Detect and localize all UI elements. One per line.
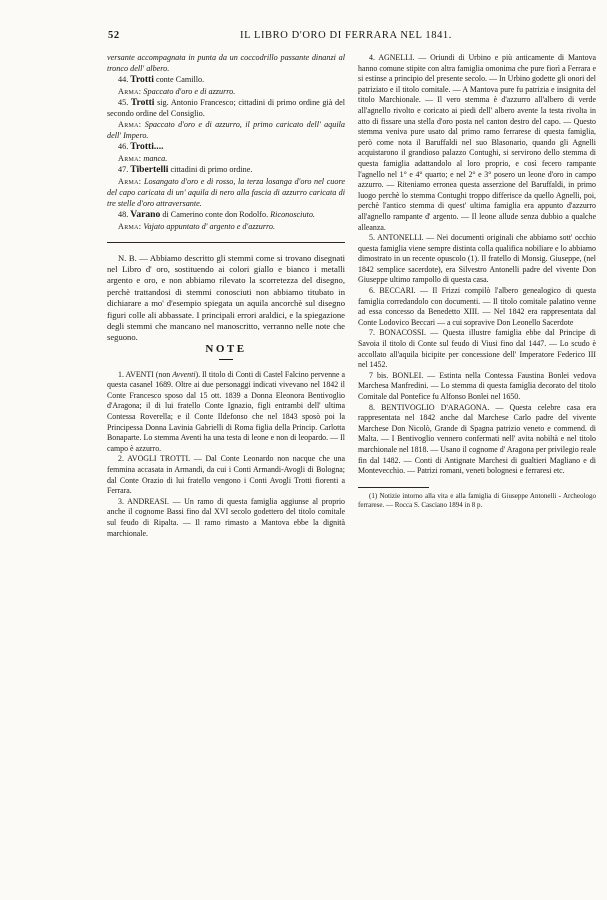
family-name: Tibertelli [130, 164, 169, 176]
note-6: 6. BECCARI. — Il Frizzi compilò l'albero genealogico di questa famiglia corredandolo con documenti. — Il titolo comitale palatino venne ad essa concesso da Benedetto XIII. — Nel 1842 era rappresentata dal Conte Lodovico Beccari — a cui sopravive Don Leonello Sacerdote [358, 286, 596, 327]
note-4: 4. AGNELLI. — Oriundi di Urbino e più anticamente di Mantova hanno comune stipite con altra famiglia omonima che pure fiorì a Ferrara e si estinse a principio del presente secolo. — In Urbino godette gli onori del patriziato e il titolo comitale. — A Mantova pure fu patrizia e insignita del titolo Marchionale. — Il vero stemma è d'azzurro all'albero di verde all'agnello rivolto e coricato ai piedi dell' albero avente la testa rivolta in atto di fissare una stella d'oro posta nel canton destro del capo. — Questo stemma veniva pure usato dal primo ramo ferrarese di questa famiglia, però come nota il Baruffaldi nel suo Blasonario, quando gli Agnelli acquistarono il grandioso palazzo Contughi, si servirono dello stemma di questa famiglia adattandolo al loro proprio, e così fecero rampante l'agnello nel 1° e 4° quarto; e nel 2° e 3° posero un leone d'oro in campo azzurro. — Riteniamo erronea questa asserzione del Baruffaldi, in primo luogo perchè lo stemma Contughi troppo differisce da quello Agnelli, poi, perchè l'antico stemma di quest' ultima famiglia era appunto d'azzurro all'agnello rampante d' argento. — Il leone allude senza dubbio a qualche alleanza. [358, 53, 596, 232]
arms-45: Arma: Spaccato d'oro e di azzurro, il primo caricato dell' aquila dell' Impero. [107, 120, 345, 141]
footnote-rule [358, 487, 429, 488]
right-column [358, 53, 596, 511]
note-3: 3. ANDREASI. — Un ramo di questa famiglia aggiunse al proprio anche il cognome Bassi fino dal XVI secolo godettero del titolo comitale sul feudo di Ripalta. — Il ramo rimasto a Mantova ebbe la dignità marchionale. [107, 496, 345, 538]
note-8: 8. BENTIVOGLIO D'ARAGONA. — Questa celebre casa era rappresentata nel 1842 anche dal Marchese Carlo padre del vivente Marchese Don Nicolò, Grande di Spagna patrizio veneto e commend. di Malta. — I Bentivoglio vennero confermati nell' avita nobiltà e nel titolo marchionale nel 1818. — Usano il cognome d' Aragona per privilegio reale fin dal 1482. — Conti di Antignate Marchesi di gualtieri Magliano e di Montevecchio. — Patrizi romani, veneti bolognesi e ferraresi etc. [358, 402, 596, 476]
entry-43-continuation: versante accompagnata in punta da un coccodrillo passante dinanzi al tronco dell' albero. [107, 53, 345, 73]
entry-46: 46. Trotti.... [118, 141, 164, 153]
family-name: Varano [130, 208, 161, 220]
note-2: 2. AVOGLI TROTTI. — Dal Conte Leonardo non nacque che una femmina accasata in Armandi, da cui i Conti Armandi-Avogli di Bologna; dal Conte Orazio di lui fratello vengono i Conti Avogli Trotti fiorenti a Ferrara. [107, 454, 345, 496]
running-title: IL LIBRO D'ORO DI FERRARA NEL 1841. [240, 30, 452, 41]
note-7: 7. BONACOSSI. — Questa illustre famiglia ebbe dal Principe di Savoia il titolo di Conte sul feudo di Viusi fino dal 1447. — Lo scudo è accollato all'aquila bicipite per concessione dell' Imperatore Federico III nel 1452. [358, 328, 596, 370]
note-1: 1. AVENTI (non Avventi). Il titolo di Conti di Castel Falcino pervenne a questa casanel 1689. Oltre ai due personaggi indicati vivevano nel 1842 il Conte Francesco sposo dal 15 ott. 1839 a Donna Eleonora Bentivoglio d'Aragona; il di lui fratello Conte Ignazio, figli entrambi dell' ultima Contessa Roverella; e il Conte Ildefonso che nel 1843 sposò poi la Principessa Donna Lavinia Gabrielli di Roma figlia della Princip. Carlotta Bonaparte. Lo stemma Aventi ha una testa di leone e non di leopardo. — Il campo è azzurro. [107, 369, 345, 453]
running-header [108, 30, 468, 46]
entry-45: 45. Trotti sig. Antonio Francesco; cittadini di primo ordine già del secondo ordine del Consiglio. [107, 96, 346, 118]
note-5: 5. ANTONELLI. — Nei documenti originali che abbiamo sott' occhio questa famiglia viene sempre distinta colla qualifica nobiliare e lo abbiamo dimostrato in un recente opuscolo (1). Il fratello di Monsig. Giuseppe, (nel 1842 semplice sacerdote), era Silvestro Antonelli padre del vivente Don Giuseppe ultimo rampollo di questa casa. [358, 233, 596, 285]
notes-left [107, 370, 345, 540]
arms-46: Arma: manca. [118, 154, 168, 164]
arms-48: Arma: Vajato appuntato d' argento e d'azzurro. [118, 221, 276, 231]
left-column [107, 53, 345, 539]
notes-heading: NOTE [205, 342, 247, 355]
family-name: Trotti.... [130, 141, 164, 153]
section-divider [107, 242, 345, 243]
arms-44: Arma: Spaccato d'oro e di azzurro. [118, 86, 236, 96]
entry-44: 44. Trotti conte Camillo. [118, 73, 205, 85]
footnote: (1) Notizie intorno alla vita e alla famiglia di Giuseppe Antonelli - Archeologo ferrarese. — Rocca S. Casciano 1894 in 8 p. [358, 491, 596, 510]
entry-47: 47. Tibertelli cittadini di primo ordine. [118, 164, 253, 176]
family-name: Trotti [130, 96, 155, 108]
page-number: 52 [108, 30, 120, 41]
note-7-bis: 7 bis. BONLEI. — Estinta nella Contessa Faustina Bonlei vedova Marchesa Manfredini. — Lo stemma di questa famiglia decorato del titolo Comitale dal Pontefice fu Alfonso Bonlei nel 1650. [358, 370, 596, 401]
arms-47: Arma: Losangato d'oro e di rosso, la terza losanga d'oro nel cuore del capo caricata di un' aquila di nero alla fascia di azzurro caricata di tre stelle d'oro attraversante. [107, 176, 346, 208]
nota-bene-paragraph: N. B. — Abbiamo descritto gli stemmi come si trovano disegnati nel Libro d' oro, sostituendo ai colori giallo e bianco i metalli argento e oro, e non abbiamo rilevato la scorretezza del disegno, perchè trattandosi di stemmi conosciuti non abbiamo titubato in dichiarare a mo' d'esempio spiegata un aquila ancorchè sul disegno figuri colle ali abbassate. I principali errori araldici, e la spiegazione degli stemmi che mancano nel manoscritto, verranno nelle note che seguono. [107, 252, 345, 343]
heading-dash [219, 359, 233, 360]
entry-48: 48. Varano di Camerino conte don Rodolfo. Riconosciuto. [118, 208, 315, 220]
family-name: Trotti [130, 73, 154, 85]
